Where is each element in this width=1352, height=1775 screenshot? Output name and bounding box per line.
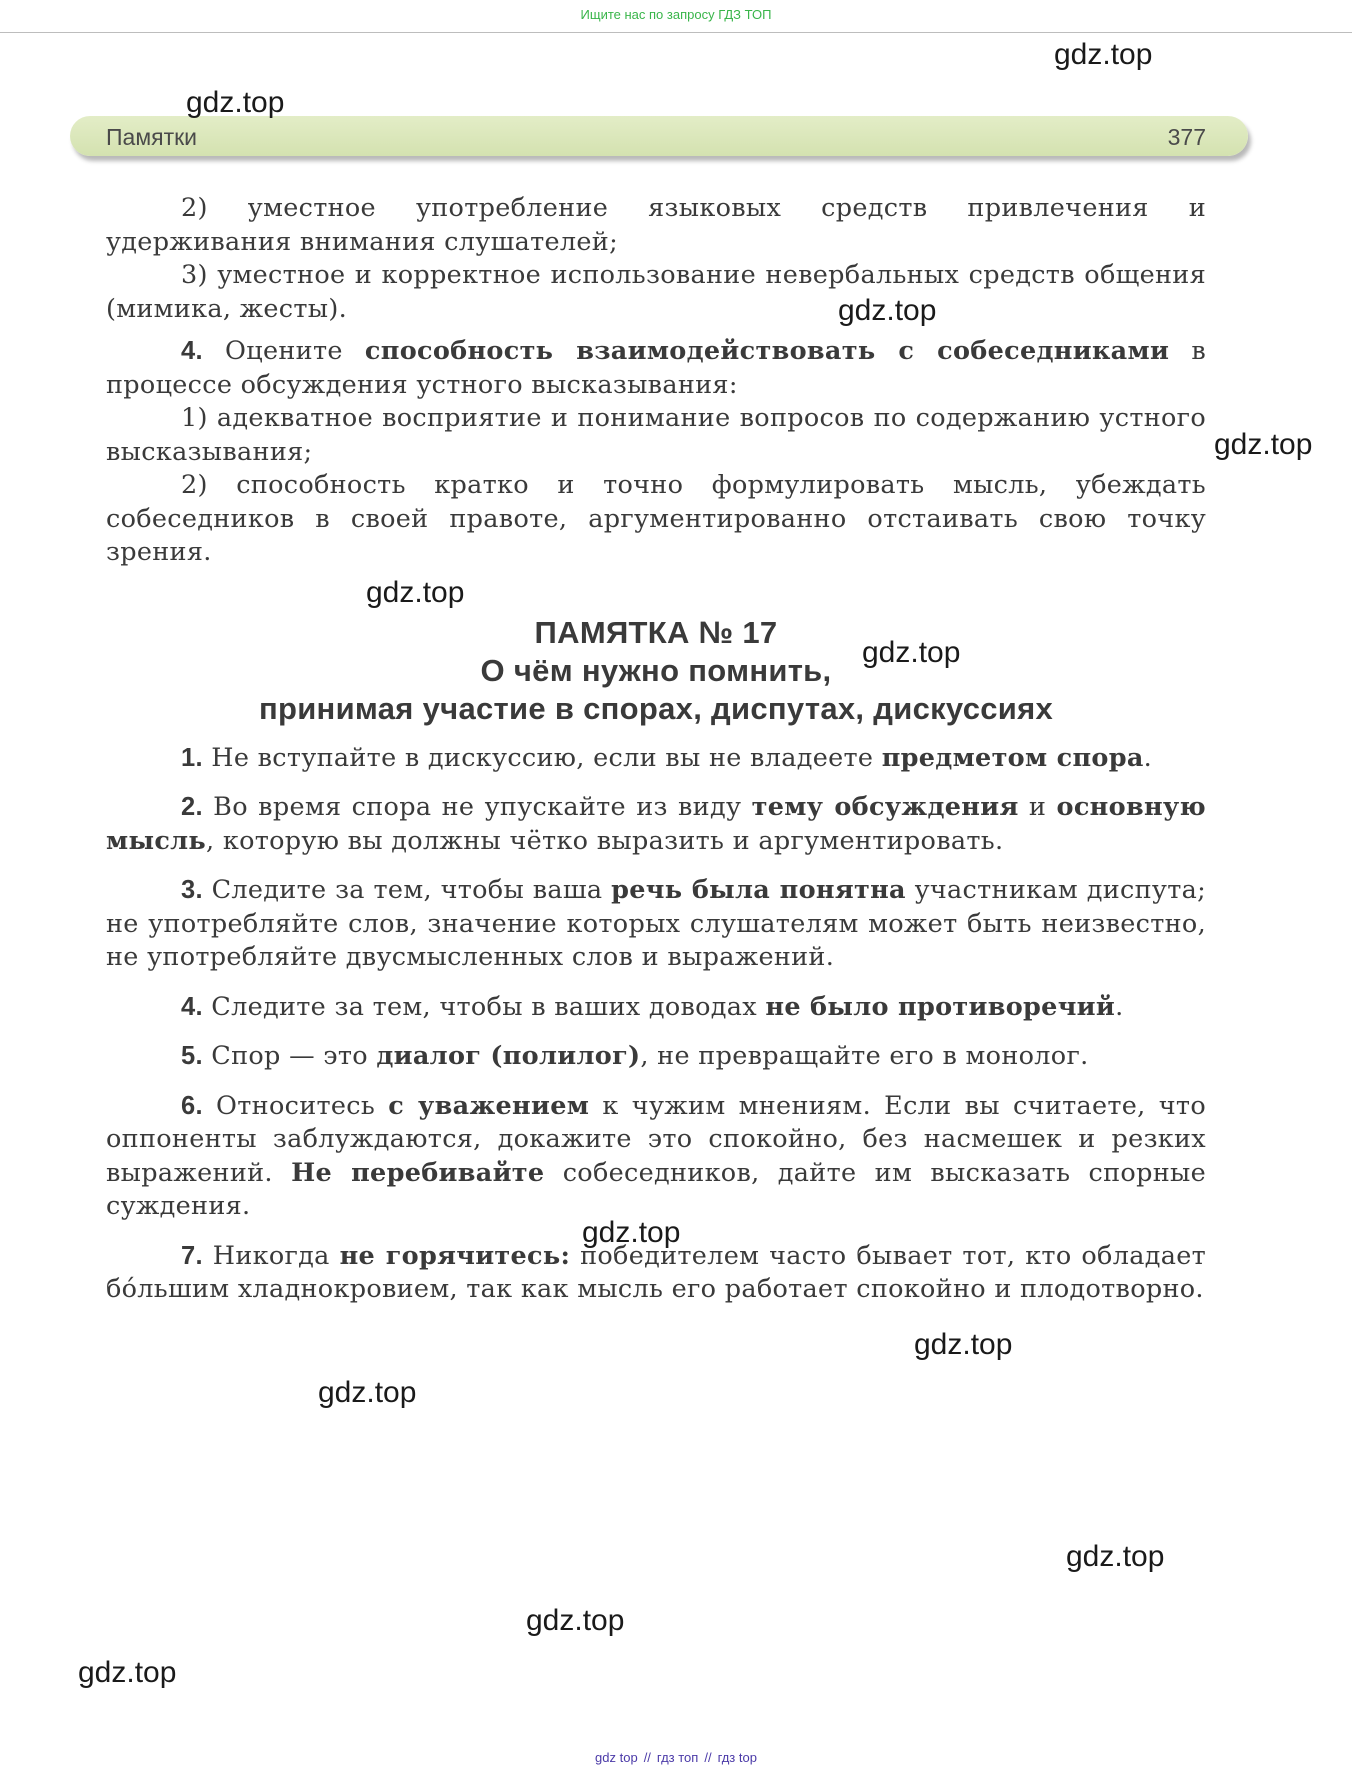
continued-item-2: 2) уместное употребление языковых средств привлечения и удерживания внимания слушателей; [106, 193, 1206, 257]
section-title: Памятки [106, 124, 198, 150]
text-run: Следите за тем, чтобы ваша [202, 875, 612, 905]
watermark: gdz.top [1066, 1540, 1165, 1573]
memo-number: ПАМЯТКА № 17 [534, 614, 778, 650]
text-run: участникам диспута; не употребляйте слов, значение которых слушателям может быть неизвестно, не употребляйте двусмысленных слов и выражений. [106, 875, 1206, 972]
footer-link[interactable]: gdz top [595, 1750, 638, 1765]
bold-run: не горячитесь: [339, 1240, 571, 1271]
page-header [70, 116, 1248, 156]
text-run: Следите за тем, чтобы в ваших доводах [202, 991, 766, 1022]
memo-heading-line-1: О чём нужно помнить, [480, 652, 832, 688]
memo-title [106, 614, 1206, 728]
text-run: . [1115, 991, 1124, 1022]
page-number: 377 [1167, 124, 1206, 150]
text-run: Не вступайте в дискуссию, если вы не владеете [202, 742, 882, 773]
text-run: Никогда [202, 1240, 340, 1271]
item-number: 2. [181, 793, 203, 821]
watermark: gdz.top [78, 1656, 177, 1689]
point-4-sub-2: 2) способность кратко и точно формулировать мысль, убеждать собеседников в своей правоте, аргументированно отстаивать свою точку зрения. [106, 470, 1206, 567]
text-run: и [1018, 792, 1057, 822]
text-run: , которую вы должны чётко выразить и аргументировать. [206, 825, 1004, 856]
item-number: 5. [181, 1042, 203, 1070]
text-run: в процессе обсуждения устного высказывания: [106, 336, 1207, 400]
item-number: 1. [181, 743, 203, 772]
text-run: Относитесь [202, 1090, 389, 1121]
memo-item [106, 991, 1206, 1025]
footer-link[interactable]: гдз top [717, 1750, 757, 1765]
watermark: gdz.top [526, 1604, 625, 1637]
watermark: gdz.top [366, 576, 465, 609]
memo-item [106, 742, 1206, 776]
separator: // [704, 1750, 712, 1765]
assessment-point-4 [106, 335, 1206, 402]
footer-link[interactable]: гдз топ [656, 1750, 699, 1765]
bold-run: с уважением [388, 1090, 590, 1121]
text-run: к чужим мнениям. Если вы считаете, что оппоненты заблуждаются, докажите это спокойно, без насмешек и резких выражений. [106, 1090, 1206, 1188]
watermark: gdz.top [838, 294, 937, 327]
item-number: 6. [181, 1091, 203, 1120]
page-content [106, 192, 1206, 1307]
bold-run: речь была понятна [611, 875, 906, 905]
watermark: gdz.top [1054, 38, 1153, 71]
item-number: 7. [181, 1241, 203, 1270]
text-run: , не превращайте его в монолог. [640, 1041, 1089, 1071]
bold-run: диалог (полилог) [376, 1041, 641, 1071]
memo-item [106, 874, 1206, 975]
point-number: 4. [181, 337, 203, 365]
text-run: . [1143, 742, 1153, 773]
continued-item-3: 3) уместное и корректное использование невербальных средств общения (мимика, жесты). [106, 260, 1206, 324]
bold-run: предметом спора [881, 742, 1144, 773]
text-run: Спор — это [202, 1041, 377, 1071]
text-run: собеседников, дайте им высказать спорные суждения. [106, 1157, 1206, 1221]
bold-run: способность взаимодействовать с собеседниками [364, 336, 1170, 366]
bold-run: не было противоречий [765, 991, 1116, 1022]
item-number: 4. [181, 992, 203, 1021]
memo-item [106, 1040, 1206, 1074]
memo-item [106, 1090, 1206, 1224]
watermark: gdz.top [914, 1328, 1013, 1361]
text-run: Оцените [202, 336, 365, 366]
watermark: gdz.top [186, 86, 285, 119]
watermark: gdz.top [582, 1216, 681, 1249]
bold-run: основную мысль [106, 792, 1206, 856]
top-banner[interactable]: Ищите нас по запросу ГДЗ ТОП [0, 0, 1352, 33]
item-number: 3. [181, 876, 203, 904]
watermark: gdz.top [862, 636, 961, 669]
text-run: Во время спора не упускайте из виду [202, 792, 752, 822]
text-run: победителем часто бывает тот, кто обладает бо́льшим хладнокровием, так как мысль его работает спокойно и плодотворно. [106, 1240, 1207, 1304]
footer-links [0, 1750, 1352, 1765]
memo-heading-line-2: принимая участие в спорах, диспутах, дискуссиях [258, 690, 1054, 726]
point-4-sub-1: 1) адекватное восприятие и понимание вопросов по содержанию устного высказывания; [106, 403, 1206, 467]
watermark: gdz.top [318, 1376, 417, 1409]
watermark: gdz.top [1214, 428, 1313, 461]
memo-item [106, 791, 1206, 858]
bold-run: тему обсуждения [751, 792, 1019, 822]
bold-run: Не перебивайте [291, 1157, 545, 1188]
separator: // [643, 1750, 651, 1765]
